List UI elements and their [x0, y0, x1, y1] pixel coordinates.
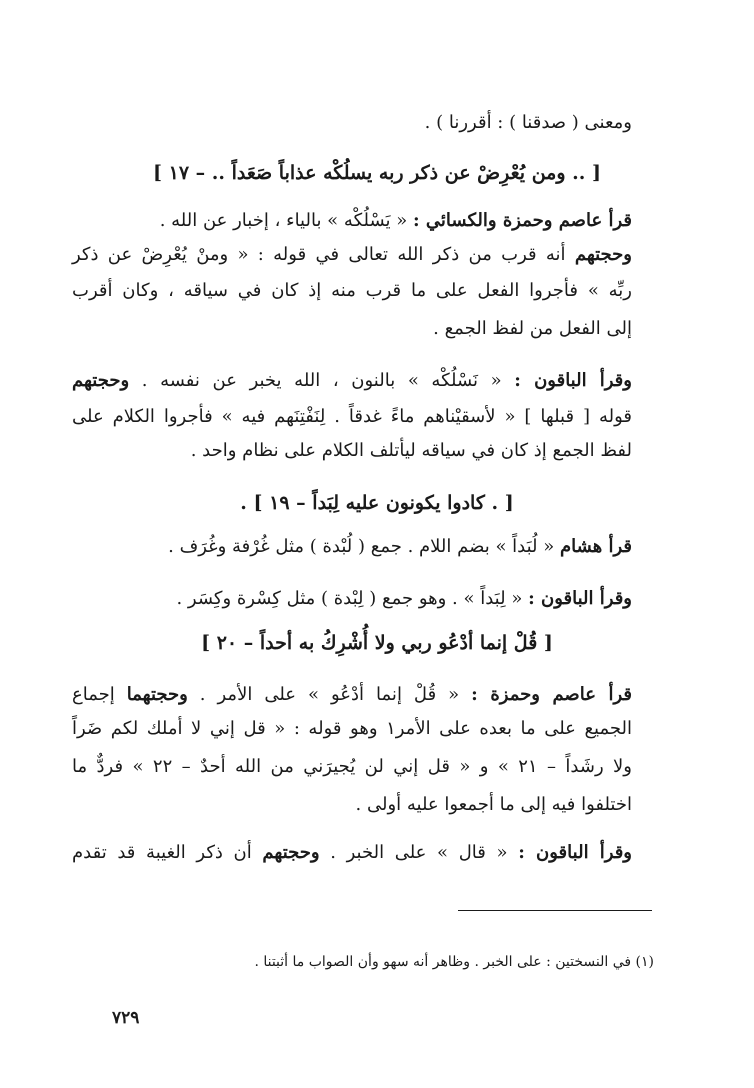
paragraph-text: « يَسْلُكْه » بالياء ، إخبار عن الله . — [159, 210, 413, 231]
paragraph-1-line-4 — [72, 314, 632, 344]
paragraph-text: إلى الفعل من لفظ الجمع . — [433, 318, 632, 339]
paragraph-2-line-2 — [72, 402, 632, 432]
footnote-divider — [458, 910, 652, 911]
verse-text: [ . كادوا يكونون عليه لِبَداً – ١٩ ] . — [240, 492, 514, 514]
paragraph-6 — [72, 838, 632, 868]
verse-heading-17 — [0, 158, 754, 188]
argument-label: وحجتهما — [126, 684, 188, 705]
paragraph-text: ربِّه » فأجروا الفعل على ما قرب منه إذ كان في سياقه ، وكان أقرب — [72, 280, 632, 301]
reader-label: وقرأ الباقون : — [518, 842, 632, 863]
paragraph-text: « لِبَداً » . وهو جمع ( لِبْدة ) مثل كِسْرة وكِسَر . — [176, 588, 529, 609]
paragraph-5-line-2 — [72, 714, 632, 744]
paragraph-4 — [72, 584, 632, 614]
verse-heading-19 — [0, 488, 754, 518]
verse-text: [ قُلْ إنما أدْعُو ربي ولا أُشْرِكُ به أحداً – ٢٠ ] — [201, 632, 553, 654]
paragraph-5-line-1 — [72, 680, 632, 710]
paragraph-text: ولا رشَداً – ٢١ » و « قل إني لن يُجيرَني من الله أحدٌ – ٢٢ » فردٌّ ما — [72, 756, 632, 777]
intro-text: ومعنى ( صدقنا ) : أقررنا ) . — [424, 112, 632, 133]
paragraph-1-line-1 — [72, 206, 632, 236]
argument-label: وحجتهم — [262, 842, 320, 863]
reader-label: قرأ هشام — [560, 536, 632, 557]
footnote — [94, 950, 654, 974]
text-line-1 — [72, 108, 632, 138]
verse-text: [ .. ومن يُعْرِضْ عن ذكر ربه يسلُكْه عذاباً صَعَداً .. – ١٧ ] — [153, 162, 601, 184]
paragraph-text: « نَسْلُكْه » بالنون ، الله يخبر عن نفسه . — [129, 370, 515, 391]
paragraph-text: « لُبَداً » بضم اللام . جمع ( لُبْدة ) مثل غُرْفة وغُرَف . — [168, 536, 561, 557]
verse-heading-20 — [0, 628, 754, 658]
paragraph-text: أن ذكر الغيبة قد تقدم — [72, 842, 263, 863]
paragraph-text: « قُلْ إنما أدْعُو » على الأمر . — [187, 684, 472, 705]
argument-label: وحجتهم — [574, 244, 632, 265]
reader-label: وقرأ الباقون : — [528, 588, 632, 609]
paragraph-5-line-4 — [72, 790, 632, 820]
paragraph-5-line-3 — [72, 752, 632, 782]
paragraph-2-line-3 — [72, 436, 632, 466]
paragraph-text: اختلفوا فيه إلى ما أجمعوا عليه أولى . — [355, 794, 632, 815]
paragraph-text: « قال » على الخبر . — [319, 842, 519, 863]
argument-label: وحجتهم — [72, 370, 130, 391]
reader-label: قرأ عاصم وحمزة والكسائي : — [413, 210, 632, 231]
reader-label: وقرأ الباقون : — [514, 370, 632, 391]
paragraph-text: إجماع — [72, 684, 127, 705]
page-number: ٧٢٩ — [112, 1008, 140, 1028]
paragraph-1-line-3 — [72, 276, 632, 306]
paragraph-2-line-1 — [72, 366, 632, 396]
paragraph-text: قوله [ قبلها ] « لأسقيْناهم ماءً غدقاً . لِنَفْتِنَهم فيه » فأجروا الكلام على — [72, 406, 632, 427]
paragraph-text: لفظ الجمع إذ كان في سياقه ليأتلف الكلام على نظام واحد . — [190, 440, 632, 461]
paragraph-text: الجميع على ما بعده على الأمر١ وهو قوله : « قل إني لا أملك لكم ضَراً — [72, 718, 632, 739]
paragraph-1-line-2 — [72, 240, 632, 270]
footnote-text: (١) في النسختين : على الخبر . وظاهر أنه سهو وأن الصواب ما أثبتنا . — [254, 954, 654, 970]
paragraph-3 — [72, 532, 632, 562]
reader-label: قرأ عاصم وحمزة : — [471, 684, 632, 705]
paragraph-text: أنه قرب من ذكر الله تعالى في قوله : « ومنْ يُعْرِضْ عن ذكر — [72, 244, 575, 265]
